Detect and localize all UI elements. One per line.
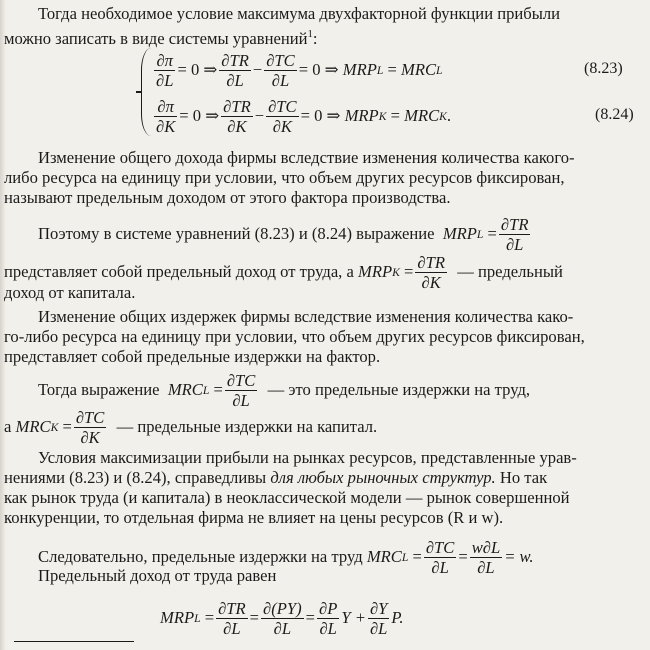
para4-text-2-end: — предельные издержки на капитал.	[116, 417, 378, 436]
para2-line-3	[4, 283, 650, 303]
para1-line-3	[4, 188, 650, 208]
subscript: L	[194, 611, 201, 625]
subscript: L	[401, 550, 409, 564]
frac-num: ∂TC	[425, 537, 455, 557]
frac-dpi-dk	[154, 97, 177, 136]
para4-line-2: а MRC K = $\frac{\partial TC}{\partial K}$ — предельные издержки на капитал.	[4, 407, 378, 447]
para4-text-1-end: — это предельные издержки на труд,	[267, 380, 531, 399]
frac-num: ∂π	[154, 51, 175, 71]
eq-zero-implies: = 0 ⇒	[177, 60, 218, 79]
para5-line-3	[4, 488, 650, 508]
mrp-symbol: MRP	[342, 60, 377, 79]
period: .	[446, 106, 452, 125]
eq-zero-implies: = 0 ⇒	[300, 106, 341, 125]
intro-line-2	[4, 24, 650, 49]
para2-line-2: представляет собой предельный доход от труда, а MRP K = $\frac{\partial TR}{\partial K}$ — предельный	[4, 252, 563, 292]
para6-text-2: Предельный доход от труда равен	[38, 566, 277, 585]
frac-dtc-dk	[266, 97, 299, 136]
para3-line-3	[4, 347, 650, 367]
p-period: P.	[391, 608, 404, 627]
frac-num: w∂L	[471, 537, 501, 557]
intro-text-2: можно записать в виде системы уравнений	[4, 29, 308, 48]
para1-text-1: Изменение общего дохода фирмы вследствие изменения количества какого-	[38, 148, 575, 167]
frac-den: ∂L	[271, 70, 290, 90]
para5-text-1: Условия максимизации прибыли на рынках ресурсов, представленные урав-	[38, 448, 577, 467]
subscript: L	[202, 383, 210, 397]
para2-text-2: представляет собой предельный доход от труда, а	[4, 262, 354, 281]
equals-sign: =	[387, 60, 397, 79]
frac-den: ∂L	[273, 618, 292, 638]
frac-den: ∂L	[369, 618, 388, 638]
para3-line-1	[38, 307, 650, 327]
frac-dtc-dk	[74, 408, 107, 447]
frac-den: ∂L	[226, 70, 244, 90]
frac-dtr-dl	[219, 51, 251, 90]
frac-num: ∂TC	[75, 407, 105, 427]
frac-dtr-dl	[216, 599, 248, 638]
para2-text-2-end: — предельный	[457, 262, 563, 281]
para5-italic-phrase: для любых рыночных структур.	[270, 468, 496, 487]
frac-num: ∂π	[154, 97, 177, 117]
mrc-symbol: MRC	[401, 60, 437, 79]
system-brace	[141, 48, 152, 136]
frac-den: ∂L	[319, 618, 337, 638]
frac-den: ∂K	[421, 272, 441, 292]
subscript: K	[392, 265, 400, 279]
eq-zero-implies: = 0 ⇒	[179, 106, 220, 125]
frac-dtr-dk	[221, 97, 253, 136]
equation-8-24	[152, 94, 451, 138]
subscript: L	[436, 63, 443, 77]
subscript: L	[376, 63, 384, 77]
frac-num: ∂Y	[369, 598, 388, 618]
para3-text-1: Изменение общих издержек фирмы вследствие изменения количества како-	[38, 307, 574, 326]
footnote-mark: 1	[307, 28, 313, 40]
mrc-symbol: MRC	[404, 106, 440, 125]
final-equation: MRP L = $\frac{\partial TR}{\partial L}$ = $\frac{\partial(PY)}{\partial L}$ = $\frac{\partial P}{\partial L}$ Y + $\frac{\partial Y}{\partial L}$ P.	[160, 598, 404, 638]
frac-num: ∂TC	[226, 370, 256, 390]
para5-text-3: как рынок труда (и капитала) в неоклассической модели — рынок совершенной	[4, 488, 570, 507]
para5-text-2: нениями (8.23) и (8.24), справедливы	[4, 468, 267, 487]
para2-text-1: Поэтому в системе уравнений (8.23) и (8.24) выражение	[38, 224, 435, 243]
intro-text-1: Тогда необходимое условие максимума двухфакторной функции прибыли	[38, 4, 561, 23]
subscript: K	[378, 109, 387, 123]
para2-line-1: Поэтому в системе уравнений (8.23) и (8.24) выражение MRP L = $\frac{\partial TR}{\partial L}$	[38, 214, 529, 254]
para3-text-3: представляет собой предельные издержки на фактор.	[4, 347, 381, 366]
frac-num: ∂P	[319, 598, 338, 618]
para1-text-3: называют предельным доходом от этого фактора производства.	[4, 188, 451, 207]
minus-sign: −	[252, 60, 263, 79]
frac-num: ∂TR	[417, 252, 445, 272]
frac-den: ∂K	[227, 116, 247, 136]
para5-text-2-end: Но так	[499, 468, 548, 487]
para4-text-2: а	[4, 417, 12, 436]
y-plus: Y +	[341, 608, 366, 627]
equals-sign: =	[390, 106, 400, 125]
equation-number-8-24: (8.24)	[595, 106, 634, 123]
frac-dtr-dl	[499, 215, 531, 254]
mrc-symbol: MRC	[366, 547, 402, 566]
para2-text-3: доход от капитала.	[4, 283, 136, 302]
para5-line-4	[4, 508, 650, 528]
eq-zero-implies: = 0 ⇒	[298, 60, 339, 79]
frac-dy-dl	[368, 599, 389, 638]
footnote-rule	[14, 641, 134, 642]
mrp-symbol: MRP	[160, 608, 195, 627]
para6-line-2	[38, 566, 650, 586]
frac-den: ∂L	[223, 618, 241, 638]
equals-w: = w.	[504, 547, 534, 566]
para1-line-2	[4, 168, 650, 188]
para3-line-2	[4, 327, 650, 347]
para6-text-1: Следовательно, предельные издержки на труд	[38, 547, 363, 566]
intro-line-1	[38, 4, 650, 24]
mrp-symbol: MRP	[442, 224, 477, 243]
subscript: K	[439, 109, 447, 123]
minus-sign: −	[254, 106, 265, 125]
system-brace-tip	[136, 91, 142, 93]
frac-num: ∂TR	[500, 214, 529, 234]
frac-dpi-dl	[154, 51, 175, 90]
frac-num: ∂TR	[218, 598, 246, 618]
para5-text-4: конкуренции, то отдельная фирма не влияет на цены ресурсов (R и w).	[4, 508, 504, 527]
frac-den: ∂L	[232, 390, 250, 410]
frac-num: ∂TC	[266, 50, 295, 70]
subscript: L	[476, 227, 484, 241]
frac-num: ∂(PY)	[263, 598, 302, 618]
frac-dpy-dl	[261, 599, 304, 638]
mrp-symbol: MRP	[358, 262, 393, 281]
para4-text-1: Тогда выражение	[38, 380, 160, 399]
frac-den: ∂L	[505, 234, 524, 254]
frac-den: ∂L	[477, 557, 495, 577]
frac-den: ∂L	[431, 557, 449, 577]
para5-line-1	[38, 448, 650, 468]
frac-num: ∂TR	[221, 50, 249, 70]
subscript: K	[50, 420, 59, 434]
mrp-symbol: MRP	[344, 106, 379, 125]
para1-line-1	[38, 148, 650, 168]
equation-number-8-23: (8.23)	[584, 60, 623, 77]
frac-den: ∂K	[80, 427, 100, 447]
mrc-symbol: MRC	[167, 380, 203, 399]
para6-line-1: Следовательно, предельные издержки на труд MRC L = $\frac{\partial TC}{\partial L}$ = $\frac{w\partial L}{\partial L}$ = w.	[38, 537, 534, 577]
intro-colon: :	[312, 29, 318, 48]
mrc-symbol: MRC	[15, 417, 51, 436]
frac-dtc-dl	[225, 371, 258, 410]
scan-edge-shadow	[0, 0, 6, 650]
frac-den: ∂K	[156, 116, 176, 136]
frac-den: ∂K	[272, 116, 292, 136]
frac-num: ∂TR	[223, 96, 251, 116]
para5-line-2	[4, 468, 650, 488]
para1-text-2: либо ресурса на единицу при условии, что объем других ресурсов фиксирован,	[4, 168, 565, 187]
frac-num: ∂TC	[268, 96, 297, 116]
para3-text-2: го-либо ресурса на единицу при условии, что объем других ресурсов фиксирован,	[4, 327, 585, 346]
frac-den: ∂L	[156, 70, 174, 90]
equation-8-23	[152, 48, 443, 92]
frac-dp-dl	[317, 599, 339, 638]
frac-dtc-dl	[264, 51, 297, 90]
para4-line-1: Тогда выражение MRC L = $\frac{\partial TC}{\partial L}$ — это предельные издержки на труд,	[38, 370, 531, 410]
